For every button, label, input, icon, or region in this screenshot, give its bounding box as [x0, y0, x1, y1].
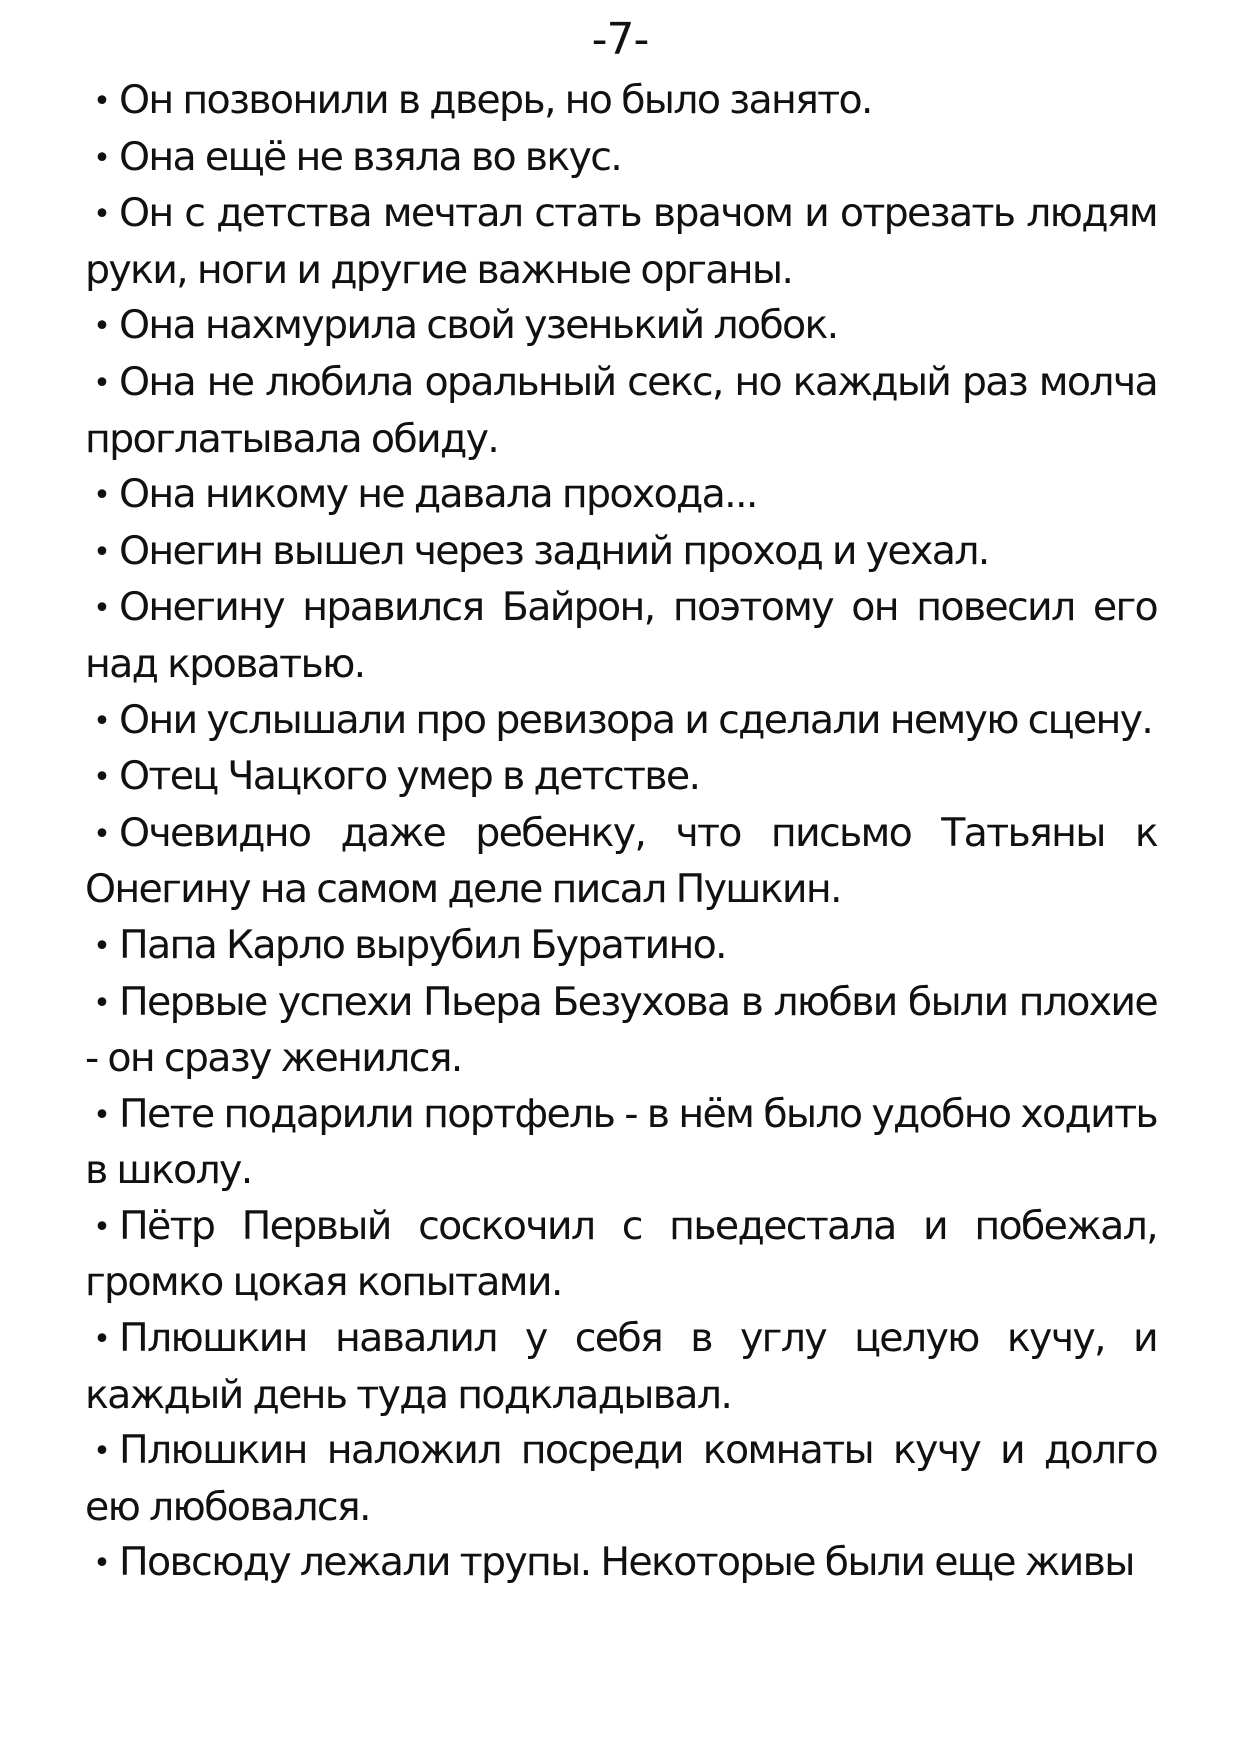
list-item-text: Отец Чацкого умер в детстве.	[119, 753, 700, 800]
list-item	[85, 918, 1157, 975]
bullet-icon: •	[93, 197, 111, 233]
list-item	[85, 186, 1157, 298]
bullet-icon: •	[93, 1097, 111, 1133]
list-item	[85, 975, 1157, 1087]
list-item	[85, 580, 1157, 692]
bullet-icon: •	[93, 309, 111, 345]
bullet-icon: •	[93, 84, 111, 119]
list-item-text: Повсюду лежали трупы. Некоторые были еще живы	[119, 1539, 1134, 1586]
bullet-icon: •	[93, 1434, 111, 1470]
list-item-text: Она ещё не взяла во вкус.	[119, 133, 622, 180]
list-item	[85, 1311, 1157, 1423]
list-item-text: Папа Карло вырубил Буратино.	[119, 921, 726, 968]
bullet-icon: •	[93, 534, 111, 570]
bullet-icon: •	[93, 760, 111, 796]
list-item-text: Первые успехи Пьера Безухова в любви были плохие - он сразу женился.	[85, 978, 1157, 1082]
list-item-text: Пётр Первый соскочил с пьедестала и побежал, громко цокая копытами.	[85, 1202, 1157, 1306]
list-item-text: Пете подарили портфель - в нём было удобно ходить в школу.	[85, 1090, 1157, 1194]
joke-list	[85, 73, 1157, 1592]
list-item-text: Она нахмурила свой узенький лобок.	[119, 302, 838, 349]
bullet-icon: •	[93, 1209, 111, 1245]
list-item-text: Очевидно даже ребенку, что письмо Татьяны к Онегину на самом деле писал Пушкин.	[85, 809, 1157, 913]
list-item	[85, 806, 1157, 918]
list-item	[85, 693, 1157, 750]
list-item	[85, 73, 1157, 130]
bullet-icon: •	[93, 1322, 111, 1358]
list-item	[85, 1423, 1157, 1535]
bullet-icon: •	[93, 816, 111, 852]
list-item	[85, 1087, 1157, 1199]
bullet-icon: •	[93, 985, 111, 1021]
bullet-icon: •	[93, 703, 111, 739]
list-item	[85, 1199, 1157, 1311]
list-item-text: Он позвонили в дверь, но было занято.	[119, 77, 872, 123]
list-item-text: Они услышали про ревизора и сделали немую сцену.	[119, 696, 1153, 743]
bullet-icon: •	[93, 140, 111, 176]
list-item-text: Она никому не давала прохода...	[119, 471, 757, 518]
list-item	[85, 1535, 1157, 1592]
list-item-text: Онегину нравился Байрон, поэтому он повесил его над кроватью.	[85, 584, 1157, 687]
list-item	[85, 355, 1157, 467]
list-item-text: Плюшкин наложил посреди комнаты кучу и долго ею любовался.	[85, 1427, 1157, 1530]
list-item	[85, 749, 1157, 806]
bullet-icon: •	[93, 591, 111, 627]
bullet-icon: •	[93, 1546, 111, 1582]
list-item	[85, 298, 1157, 355]
list-item-text: Онегин вышел через задний проход и уехал.	[119, 527, 989, 574]
list-item	[85, 130, 1157, 187]
bullet-icon: •	[93, 365, 111, 401]
list-item	[85, 524, 1157, 581]
list-item-text: Она не любила оральный секс, но каждый раз молча проглатывала обиду.	[85, 358, 1157, 462]
bullet-icon: •	[93, 478, 111, 514]
list-item-text: Плюшкин навалил у себя в углу целую кучу, и каждый день туда подкладывал.	[85, 1315, 1157, 1418]
list-item-text: Он с детства мечтал стать врачом и отрезать людям руки, ноги и другие важные органы.	[85, 190, 1157, 293]
page-number: -7-	[591, 14, 649, 65]
bullet-icon: •	[93, 928, 111, 964]
list-item	[85, 467, 1157, 524]
